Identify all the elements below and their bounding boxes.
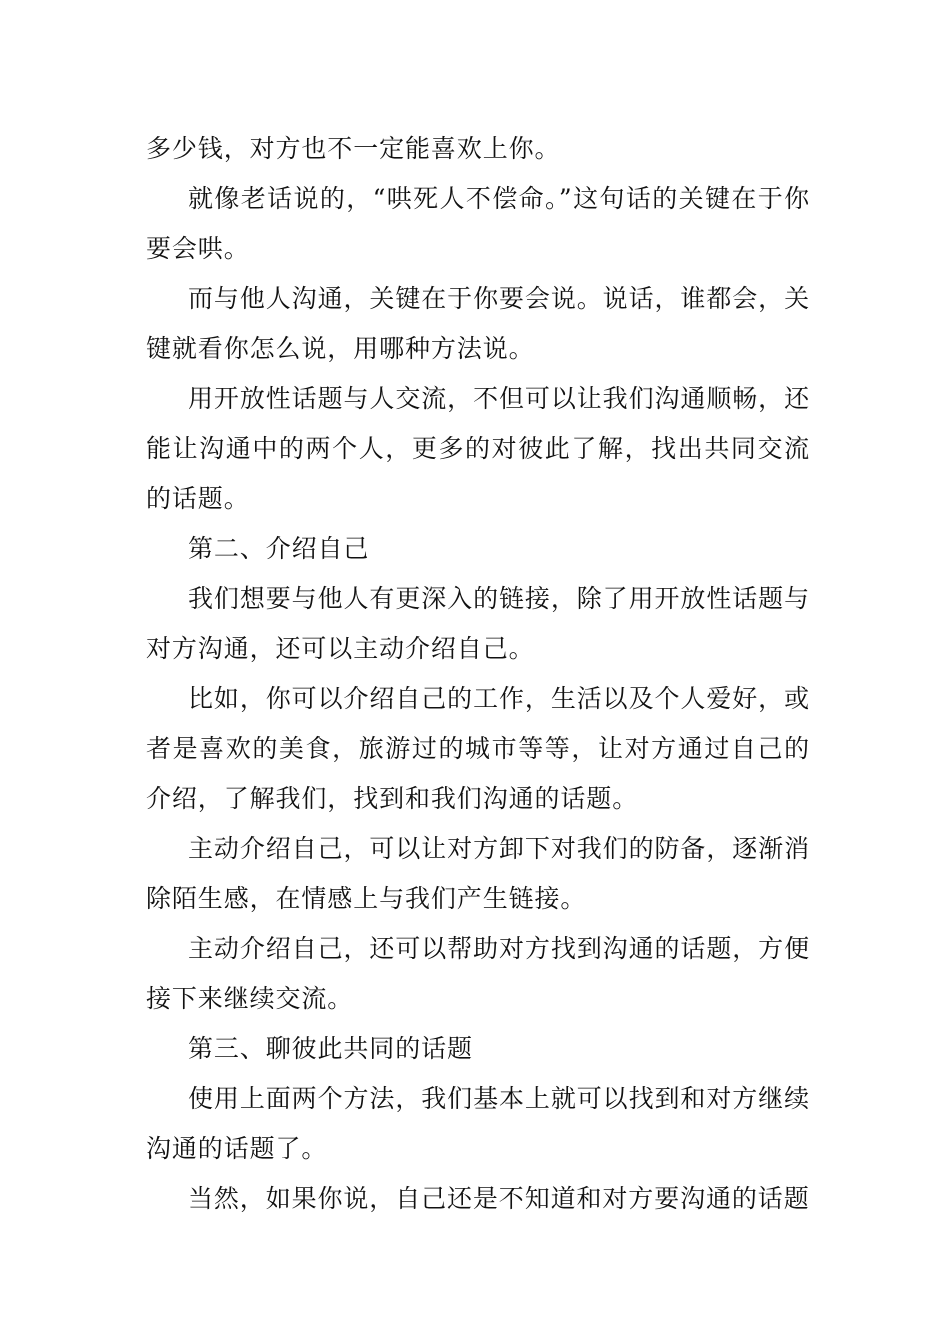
paragraph-if-still-unsure: 当然，如果你说，自己还是不知道和对方要沟通的话题 xyxy=(188,1184,810,1213)
paragraph-deeper-connection: 我们想要与他人有更深入的链接，除了用开放性话题与对方沟通，还可以主动介绍自己。 xyxy=(146,584,810,663)
paragraph-proverb: 就像老话说的，“哄死人不偿命。”这句话的关键在于你要会哄。 xyxy=(146,184,810,263)
document-body xyxy=(146,124,810,1224)
paragraph-help-find-topic: 主动介绍自己，还可以帮助对方找到沟通的话题，方便接下来继续交流。 xyxy=(146,934,810,1013)
paragraph-continuation: 多少钱，对方也不一定能喜欢上你。 xyxy=(146,134,561,163)
paragraph-remove-guard: 主动介绍自己，可以让对方卸下对我们的防备，逐渐消除陌生感，在情感上与我们产生链接。 xyxy=(146,834,810,913)
section-heading-introduce-yourself: 第二、介绍自己 xyxy=(188,534,370,563)
section-heading-common-topics: 第三、聊彼此共同的话题 xyxy=(188,1034,473,1063)
paragraph-communication-key: 而与他人沟通，关键在于你要会说。说话，谁都会，关键就看你怎么说，用哪种方法说。 xyxy=(146,284,810,363)
paragraph-example: 比如，你可以介绍自己的工作，生活以及个人爱好，或者是喜欢的美食，旅游过的城市等等，让对方通过自己的介绍，了解我们，找到和我们沟通的话题。 xyxy=(146,684,810,813)
paragraph-open-topics: 用开放性话题与人交流，不但可以让我们沟通顺畅，还能让沟通中的两个人，更多的对彼此了解，找出共同交流的话题。 xyxy=(146,384,810,513)
paragraph-two-methods: 使用上面两个方法，我们基本上就可以找到和对方继续沟通的话题了。 xyxy=(146,1084,810,1163)
